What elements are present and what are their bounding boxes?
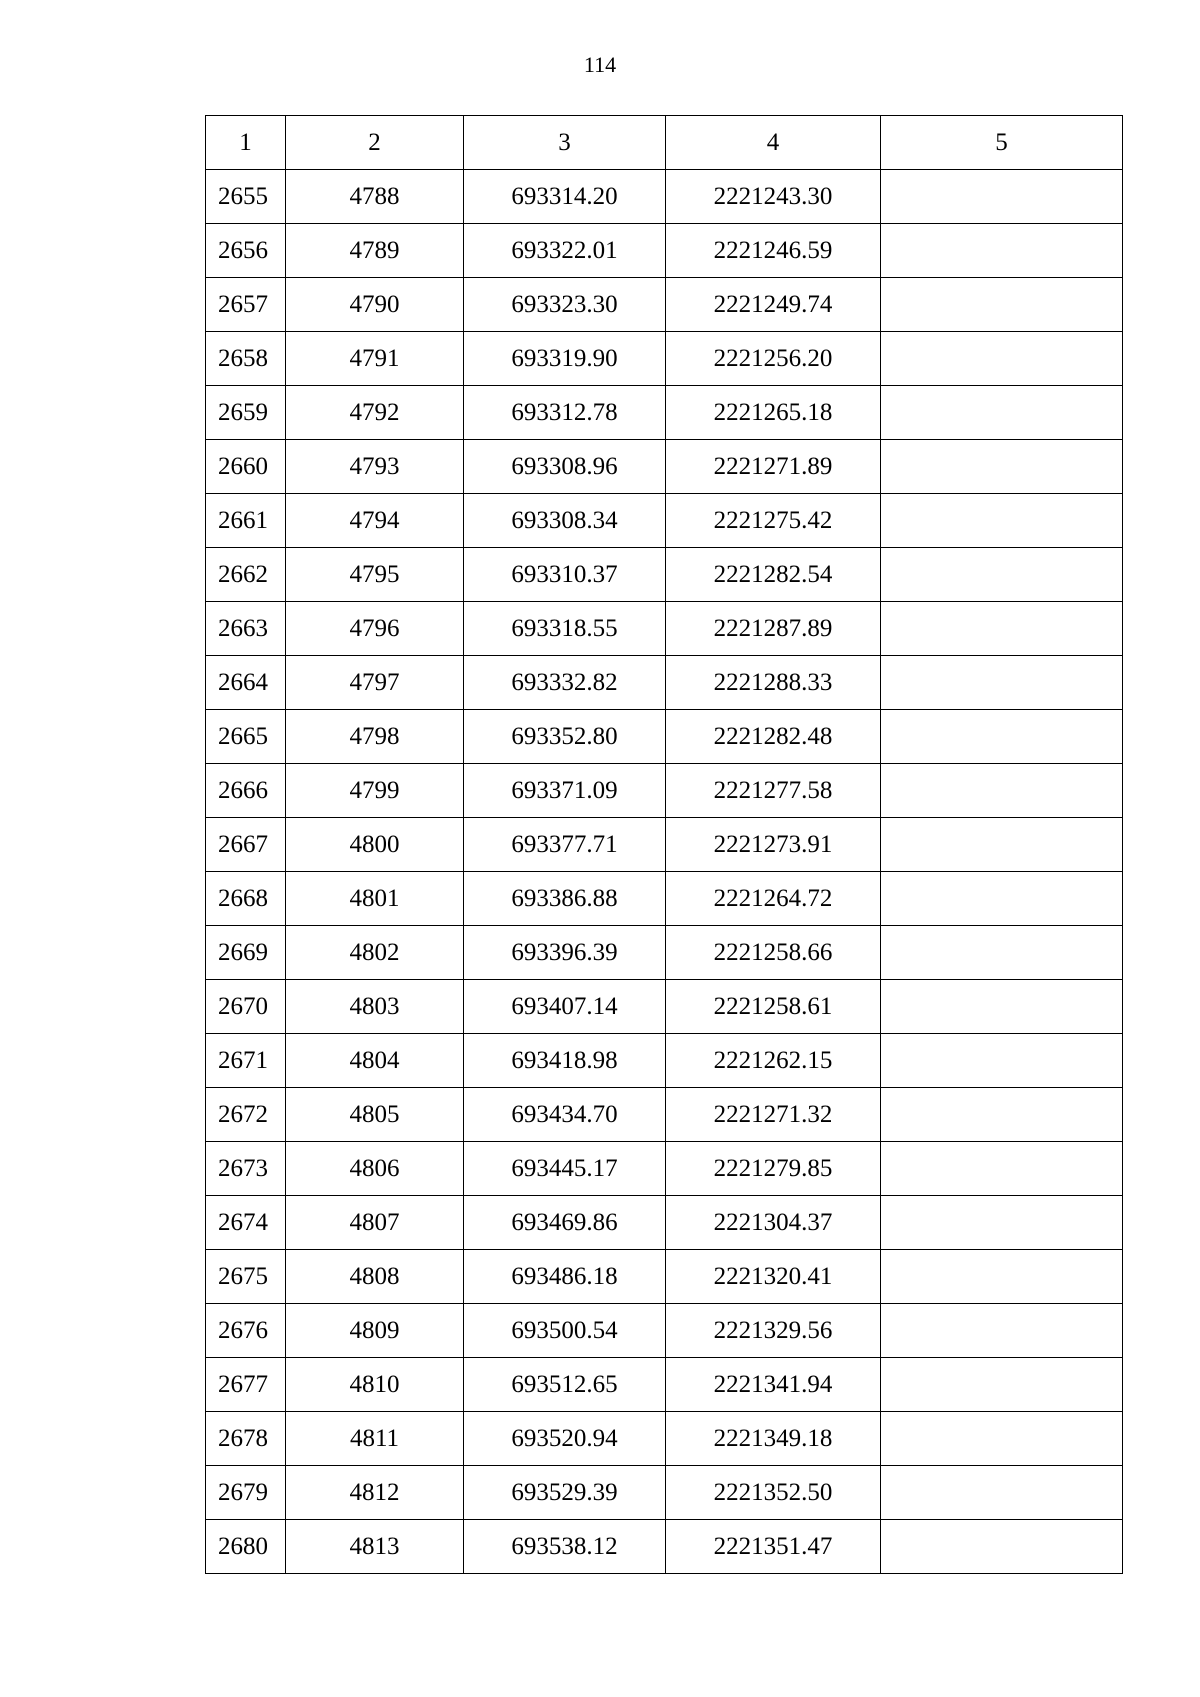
table-cell: 2678 bbox=[206, 1412, 286, 1466]
table-cell: 693314.20 bbox=[464, 170, 666, 224]
table-cell: 2221271.89 bbox=[666, 440, 881, 494]
table-cell: 693512.65 bbox=[464, 1358, 666, 1412]
table-row bbox=[206, 224, 1123, 278]
table-cell: 693469.86 bbox=[464, 1196, 666, 1250]
table-cell bbox=[881, 1196, 1123, 1250]
column-header: 2 bbox=[286, 116, 464, 170]
table-cell: 2221265.18 bbox=[666, 386, 881, 440]
table-cell: 2221282.48 bbox=[666, 710, 881, 764]
table-cell: 2659 bbox=[206, 386, 286, 440]
table-cell: 693520.94 bbox=[464, 1412, 666, 1466]
column-header: 4 bbox=[666, 116, 881, 170]
table-row bbox=[206, 872, 1123, 926]
table-cell: 2221352.50 bbox=[666, 1466, 881, 1520]
table-cell: 693371.09 bbox=[464, 764, 666, 818]
table-cell bbox=[881, 1304, 1123, 1358]
table-cell: 2221304.37 bbox=[666, 1196, 881, 1250]
table-cell: 2669 bbox=[206, 926, 286, 980]
table-cell: 4788 bbox=[286, 170, 464, 224]
table-cell: 2677 bbox=[206, 1358, 286, 1412]
table-cell bbox=[881, 440, 1123, 494]
table-cell: 2221320.41 bbox=[666, 1250, 881, 1304]
table-cell: 693308.34 bbox=[464, 494, 666, 548]
table-cell: 2221264.72 bbox=[666, 872, 881, 926]
table-cell: 4795 bbox=[286, 548, 464, 602]
table-cell: 2221351.47 bbox=[666, 1520, 881, 1574]
table-cell bbox=[881, 602, 1123, 656]
table-cell: 2672 bbox=[206, 1088, 286, 1142]
table-cell: 693319.90 bbox=[464, 332, 666, 386]
table-cell: 4807 bbox=[286, 1196, 464, 1250]
column-header: 5 bbox=[881, 116, 1123, 170]
table-row bbox=[206, 386, 1123, 440]
table-row bbox=[206, 926, 1123, 980]
table-row bbox=[206, 1412, 1123, 1466]
table-cell: 2679 bbox=[206, 1466, 286, 1520]
table-row bbox=[206, 602, 1123, 656]
table-row bbox=[206, 494, 1123, 548]
table-cell bbox=[881, 656, 1123, 710]
table-cell: 693386.88 bbox=[464, 872, 666, 926]
table-cell: 2221277.58 bbox=[666, 764, 881, 818]
table-cell: 2663 bbox=[206, 602, 286, 656]
table-cell: 2221256.20 bbox=[666, 332, 881, 386]
table-cell: 693377.71 bbox=[464, 818, 666, 872]
table-cell: 693500.54 bbox=[464, 1304, 666, 1358]
table-cell: 2221329.56 bbox=[666, 1304, 881, 1358]
table-cell: 693486.18 bbox=[464, 1250, 666, 1304]
table-cell: 4790 bbox=[286, 278, 464, 332]
table-cell: 2660 bbox=[206, 440, 286, 494]
table-cell bbox=[881, 1358, 1123, 1412]
table-cell: 2671 bbox=[206, 1034, 286, 1088]
table-cell: 4802 bbox=[286, 926, 464, 980]
table-cell: 2658 bbox=[206, 332, 286, 386]
table-cell: 2221279.85 bbox=[666, 1142, 881, 1196]
table-cell bbox=[881, 332, 1123, 386]
table-cell: 2675 bbox=[206, 1250, 286, 1304]
table-cell: 4809 bbox=[286, 1304, 464, 1358]
table-cell: 4797 bbox=[286, 656, 464, 710]
table-cell bbox=[881, 494, 1123, 548]
table-cell: 2680 bbox=[206, 1520, 286, 1574]
table-row bbox=[206, 1358, 1123, 1412]
table-row bbox=[206, 1250, 1123, 1304]
table-cell: 693445.17 bbox=[464, 1142, 666, 1196]
table-cell: 693538.12 bbox=[464, 1520, 666, 1574]
table-cell: 2221275.42 bbox=[666, 494, 881, 548]
table-row bbox=[206, 1520, 1123, 1574]
table-cell: 4792 bbox=[286, 386, 464, 440]
table-row bbox=[206, 1088, 1123, 1142]
table-cell: 2221271.32 bbox=[666, 1088, 881, 1142]
table-cell: 2221258.61 bbox=[666, 980, 881, 1034]
table-cell: 2670 bbox=[206, 980, 286, 1034]
page-number: 114 bbox=[583, 52, 617, 77]
table-cell: 4808 bbox=[286, 1250, 464, 1304]
table-cell: 2665 bbox=[206, 710, 286, 764]
table-cell bbox=[881, 1466, 1123, 1520]
table-cell: 2221258.66 bbox=[666, 926, 881, 980]
table-cell: 693352.80 bbox=[464, 710, 666, 764]
table-cell: 693312.78 bbox=[464, 386, 666, 440]
table-cell bbox=[881, 1250, 1123, 1304]
table-row bbox=[206, 1466, 1123, 1520]
table-cell: 2221341.94 bbox=[666, 1358, 881, 1412]
table-cell: 693322.01 bbox=[464, 224, 666, 278]
table-cell: 693310.37 bbox=[464, 548, 666, 602]
table-row bbox=[206, 1196, 1123, 1250]
table-cell: 2221287.89 bbox=[666, 602, 881, 656]
table-cell: 2673 bbox=[206, 1142, 286, 1196]
table-cell: 693318.55 bbox=[464, 602, 666, 656]
table-row bbox=[206, 980, 1123, 1034]
table-cell: 693407.14 bbox=[464, 980, 666, 1034]
table-cell: 2666 bbox=[206, 764, 286, 818]
table-cell: 4793 bbox=[286, 440, 464, 494]
table-cell: 4789 bbox=[286, 224, 464, 278]
table-cell bbox=[881, 386, 1123, 440]
table-cell: 4798 bbox=[286, 710, 464, 764]
table-cell: 4799 bbox=[286, 764, 464, 818]
table-cell: 2655 bbox=[206, 170, 286, 224]
table-cell bbox=[881, 980, 1123, 1034]
table-cell: 2221288.33 bbox=[666, 656, 881, 710]
table-row bbox=[206, 1142, 1123, 1196]
table-row bbox=[206, 1304, 1123, 1358]
column-header: 3 bbox=[464, 116, 666, 170]
table-cell: 4800 bbox=[286, 818, 464, 872]
table-cell: 2221273.91 bbox=[666, 818, 881, 872]
table-cell: 693323.30 bbox=[464, 278, 666, 332]
table-cell: 4804 bbox=[286, 1034, 464, 1088]
table-cell: 2657 bbox=[206, 278, 286, 332]
table-row bbox=[206, 764, 1123, 818]
table-cell: 2221249.74 bbox=[666, 278, 881, 332]
table-cell bbox=[881, 1412, 1123, 1466]
table-cell: 4812 bbox=[286, 1466, 464, 1520]
table-row bbox=[206, 656, 1123, 710]
table-header-row bbox=[206, 116, 1123, 170]
table-cell: 2221282.54 bbox=[666, 548, 881, 602]
table-cell: 2662 bbox=[206, 548, 286, 602]
table-cell bbox=[881, 710, 1123, 764]
table-row bbox=[206, 170, 1123, 224]
table-cell: 693332.82 bbox=[464, 656, 666, 710]
table-cell: 2668 bbox=[206, 872, 286, 926]
table-row bbox=[206, 278, 1123, 332]
column-header: 1 bbox=[206, 116, 286, 170]
table-cell: 4801 bbox=[286, 872, 464, 926]
table-cell: 4803 bbox=[286, 980, 464, 1034]
table-cell bbox=[881, 548, 1123, 602]
table-cell: 693396.39 bbox=[464, 926, 666, 980]
table-row bbox=[206, 1034, 1123, 1088]
table-row bbox=[206, 332, 1123, 386]
table-cell: 2664 bbox=[206, 656, 286, 710]
table-row bbox=[206, 440, 1123, 494]
table-cell: 4810 bbox=[286, 1358, 464, 1412]
table-row bbox=[206, 818, 1123, 872]
table-cell bbox=[881, 764, 1123, 818]
table-cell: 4813 bbox=[286, 1520, 464, 1574]
table-cell bbox=[881, 1520, 1123, 1574]
table-row bbox=[206, 710, 1123, 764]
table-cell: 2221262.15 bbox=[666, 1034, 881, 1088]
table-cell: 2676 bbox=[206, 1304, 286, 1358]
table-cell bbox=[881, 1142, 1123, 1196]
table-cell bbox=[881, 818, 1123, 872]
table-cell bbox=[881, 926, 1123, 980]
table-cell: 4811 bbox=[286, 1412, 464, 1466]
table-cell: 693529.39 bbox=[464, 1466, 666, 1520]
table-cell: 4794 bbox=[286, 494, 464, 548]
coordinates-table bbox=[205, 115, 1123, 1574]
table-cell: 693434.70 bbox=[464, 1088, 666, 1142]
table-cell bbox=[881, 1034, 1123, 1088]
table-cell bbox=[881, 1088, 1123, 1142]
table-cell: 4805 bbox=[286, 1088, 464, 1142]
table-cell: 2661 bbox=[206, 494, 286, 548]
table-row bbox=[206, 548, 1123, 602]
table-cell bbox=[881, 278, 1123, 332]
table-cell bbox=[881, 170, 1123, 224]
table-cell bbox=[881, 872, 1123, 926]
table-cell: 693308.96 bbox=[464, 440, 666, 494]
table-cell: 2656 bbox=[206, 224, 286, 278]
table-cell: 2667 bbox=[206, 818, 286, 872]
table-cell: 2221349.18 bbox=[666, 1412, 881, 1466]
table-cell: 4796 bbox=[286, 602, 464, 656]
table-cell: 2674 bbox=[206, 1196, 286, 1250]
table-cell: 4791 bbox=[286, 332, 464, 386]
table-cell bbox=[881, 224, 1123, 278]
table-body bbox=[206, 170, 1123, 1574]
table-cell: 2221243.30 bbox=[666, 170, 881, 224]
table-cell: 693418.98 bbox=[464, 1034, 666, 1088]
table-cell: 2221246.59 bbox=[666, 224, 881, 278]
table-cell: 4806 bbox=[286, 1142, 464, 1196]
